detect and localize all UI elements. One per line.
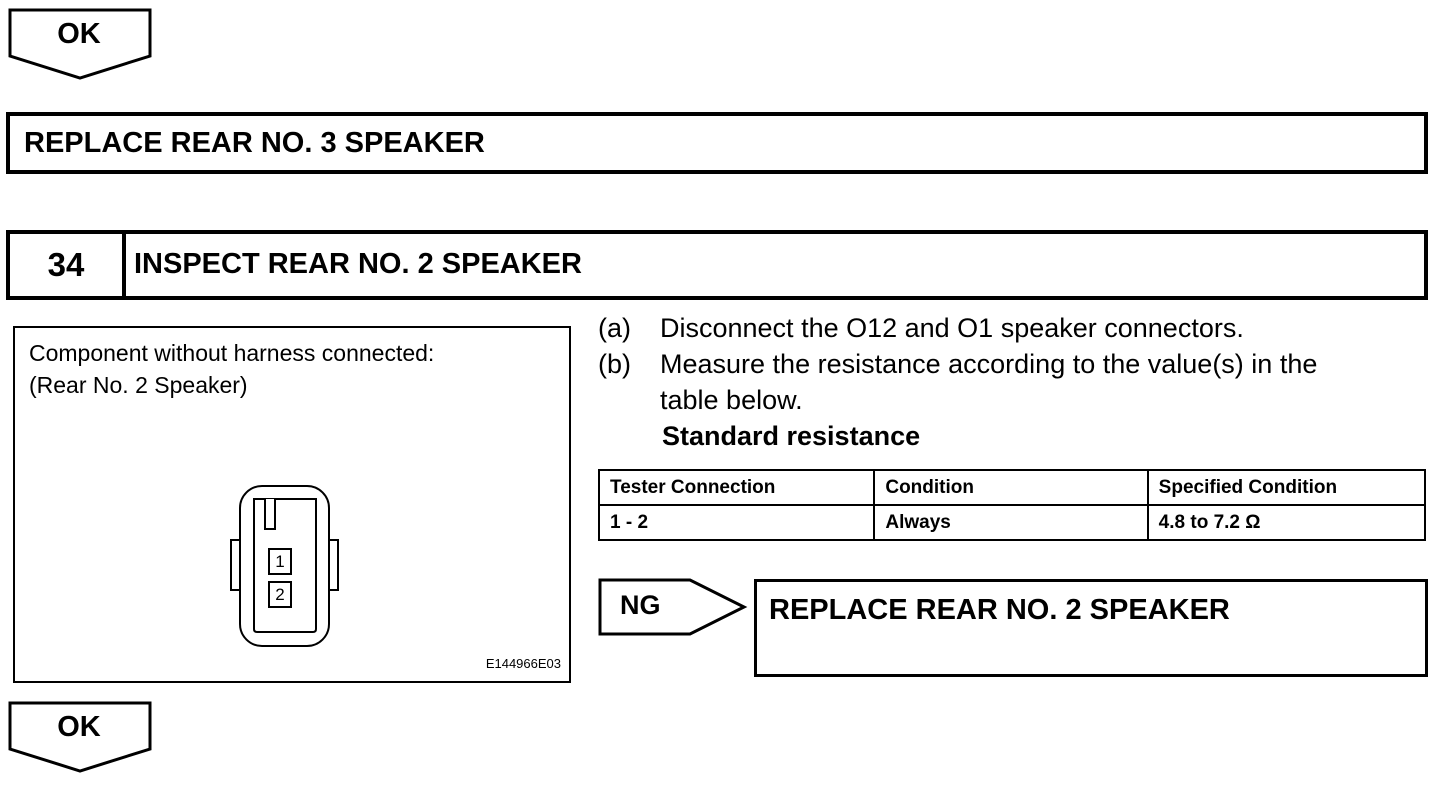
replace-rear-2-text: REPLACE REAR NO. 2 SPEAKER	[769, 594, 1230, 626]
instruction-mark: (b)	[598, 349, 631, 379]
instruction-text-continued: table below.	[660, 385, 803, 415]
pin-1-label: 1	[275, 552, 285, 571]
table-header-row	[599, 470, 1425, 505]
table-row	[599, 505, 1425, 540]
figure-subcaption: (Rear No. 2 Speaker)	[29, 372, 248, 398]
table-header-cell: Specified Condition	[1148, 470, 1425, 505]
ok-label: OK	[57, 18, 101, 50]
instruction-text: Disconnect the O12 and O1 speaker connectors.	[660, 313, 1244, 343]
ok-arrow-bottom	[8, 701, 154, 773]
table-header-cell: Tester Connection	[599, 470, 874, 505]
replace-rear-2-box	[754, 579, 1428, 677]
table-cell: 1 - 2	[599, 505, 874, 540]
step-header	[6, 230, 1428, 300]
figure-code: E144966E03	[485, 656, 561, 671]
ng-arrow	[598, 578, 748, 636]
table-header-cell: Condition	[874, 470, 1147, 505]
ng-label: NG	[620, 590, 661, 620]
ok-label: OK	[57, 711, 101, 743]
standard-resistance-label: Standard resistance	[662, 421, 921, 451]
step-number: 34	[10, 234, 126, 296]
replace-rear-3-box	[6, 112, 1428, 174]
replace-rear-3-text: REPLACE REAR NO. 3 SPEAKER	[24, 127, 485, 159]
figure-caption: Component without harness connected:	[29, 340, 435, 366]
step-title: INSPECT REAR NO. 2 SPEAKER	[134, 248, 582, 280]
connector-figure	[13, 326, 571, 683]
resistance-table	[598, 469, 1426, 541]
ok-arrow-top	[8, 8, 154, 80]
table-cell: 4.8 to 7.2 Ω	[1148, 505, 1425, 540]
table-cell: Always	[874, 505, 1147, 540]
instruction-mark: (a)	[598, 313, 631, 343]
pin-2-label: 2	[275, 585, 285, 604]
instruction-text: Measure the resistance according to the value(s) in the	[660, 349, 1318, 379]
